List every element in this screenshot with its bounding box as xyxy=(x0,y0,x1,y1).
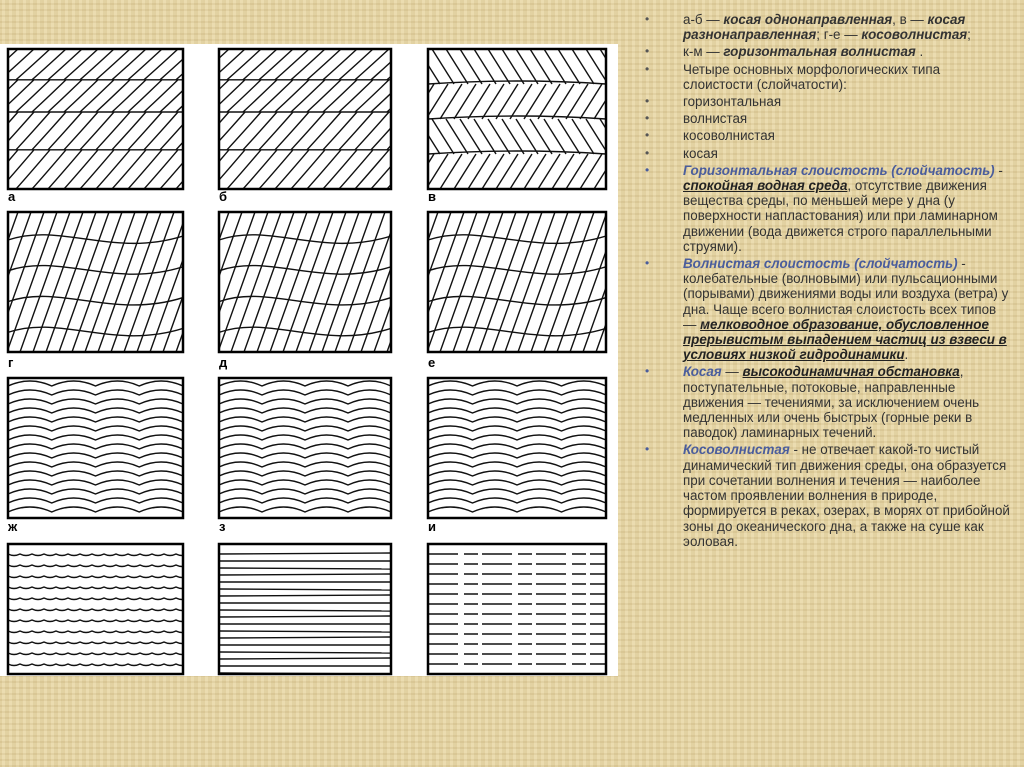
list-item: • Четыре основных морфологических типа слоистости (слойчатости): xyxy=(645,61,941,92)
panel-label-z: з xyxy=(219,519,226,534)
bedding-panel xyxy=(388,212,618,352)
list-item: • косая xyxy=(645,145,718,161)
list-item: • Волнистая слоистость (слойчатость) - колебательные (волновыми) или пульсационными (порывами) движениями воды или воздуха (ветра) у дна. Чаще всего волнистая слоистость всех типов — мелководное образование, обусловленное прерывистым выпадением частиц из взвеси в условиях низкой гидродинамики. xyxy=(645,256,1009,363)
panel-label-b: б xyxy=(219,189,228,204)
bedding-panel xyxy=(428,544,606,674)
bedding-panel xyxy=(8,544,188,674)
list-item: • а-б — косая однонаправленная, в — косая разнонаправленная; г-е — косоволнистая; xyxy=(645,12,971,43)
bedding-panel xyxy=(428,378,618,518)
bullet-icon: • xyxy=(645,44,650,59)
panel-label-g: г xyxy=(8,355,14,370)
bullet-icon: • xyxy=(645,145,650,160)
bullet-icon: • xyxy=(645,94,650,109)
panel-label-a: а xyxy=(8,189,16,204)
bedding-panel xyxy=(179,212,450,352)
bedding-panel xyxy=(376,49,618,189)
list-item: • волнистая xyxy=(645,111,748,127)
bedding-panel xyxy=(8,378,227,518)
bedding-panel xyxy=(0,49,226,189)
bullet-icon: • xyxy=(645,12,650,26)
panel-label-e: е xyxy=(428,355,436,370)
bedding-panel xyxy=(179,49,437,189)
list-item: • к-м — горизонтальная волнистая . xyxy=(645,44,924,60)
bullet-icon: • xyxy=(645,442,650,457)
bullet-icon: • xyxy=(645,256,650,271)
bedding-panel xyxy=(219,378,434,518)
bullet-icon: • xyxy=(645,111,650,126)
list-item: • горизонтальная xyxy=(645,94,782,110)
panel-label-i: и xyxy=(428,519,436,534)
bedding-panel xyxy=(0,212,252,352)
bullet-icon: • xyxy=(645,364,650,379)
panel-label-v: в xyxy=(428,189,436,204)
list-item: • Горизонтальная слоистость (слойчатость) - спокойная водная среда, отсутствие движения вещества среды, по меньшей мере у дна (у поверхности напластования) или при ламинарном движении (вода движется строго параллельными струями). xyxy=(645,162,1003,254)
bedding-panel xyxy=(219,544,391,674)
panel-label-zh: ж xyxy=(8,519,18,534)
bullet-icon: • xyxy=(645,162,650,177)
panel-label-d: д xyxy=(219,355,228,370)
bedding-types-figure xyxy=(0,44,618,676)
description-text xyxy=(643,12,1013,551)
list-item: • Косоволнистая - не отвечает какой-то чистый динамический тип движения среды, она образуется при сочетании волнения и течения — наиболее частом проявлении волнения в природе, формируется в реках, озерах, в морях от прибойной зоны до океанического дна, а также на суше как эоловая. xyxy=(645,442,1010,549)
bullet-icon: • xyxy=(645,61,650,76)
list-item: • косоволнистая xyxy=(645,128,775,144)
bullet-icon: • xyxy=(645,128,650,143)
bedding-diagrams xyxy=(0,44,618,676)
list-item: • Косая — высокодинамичная обстановка, поступательные, потоковые, направленные движения — течениями, за исключением очень медленных или очень быстрых (горные реки в паводок) ламинарных течений. xyxy=(645,364,980,441)
